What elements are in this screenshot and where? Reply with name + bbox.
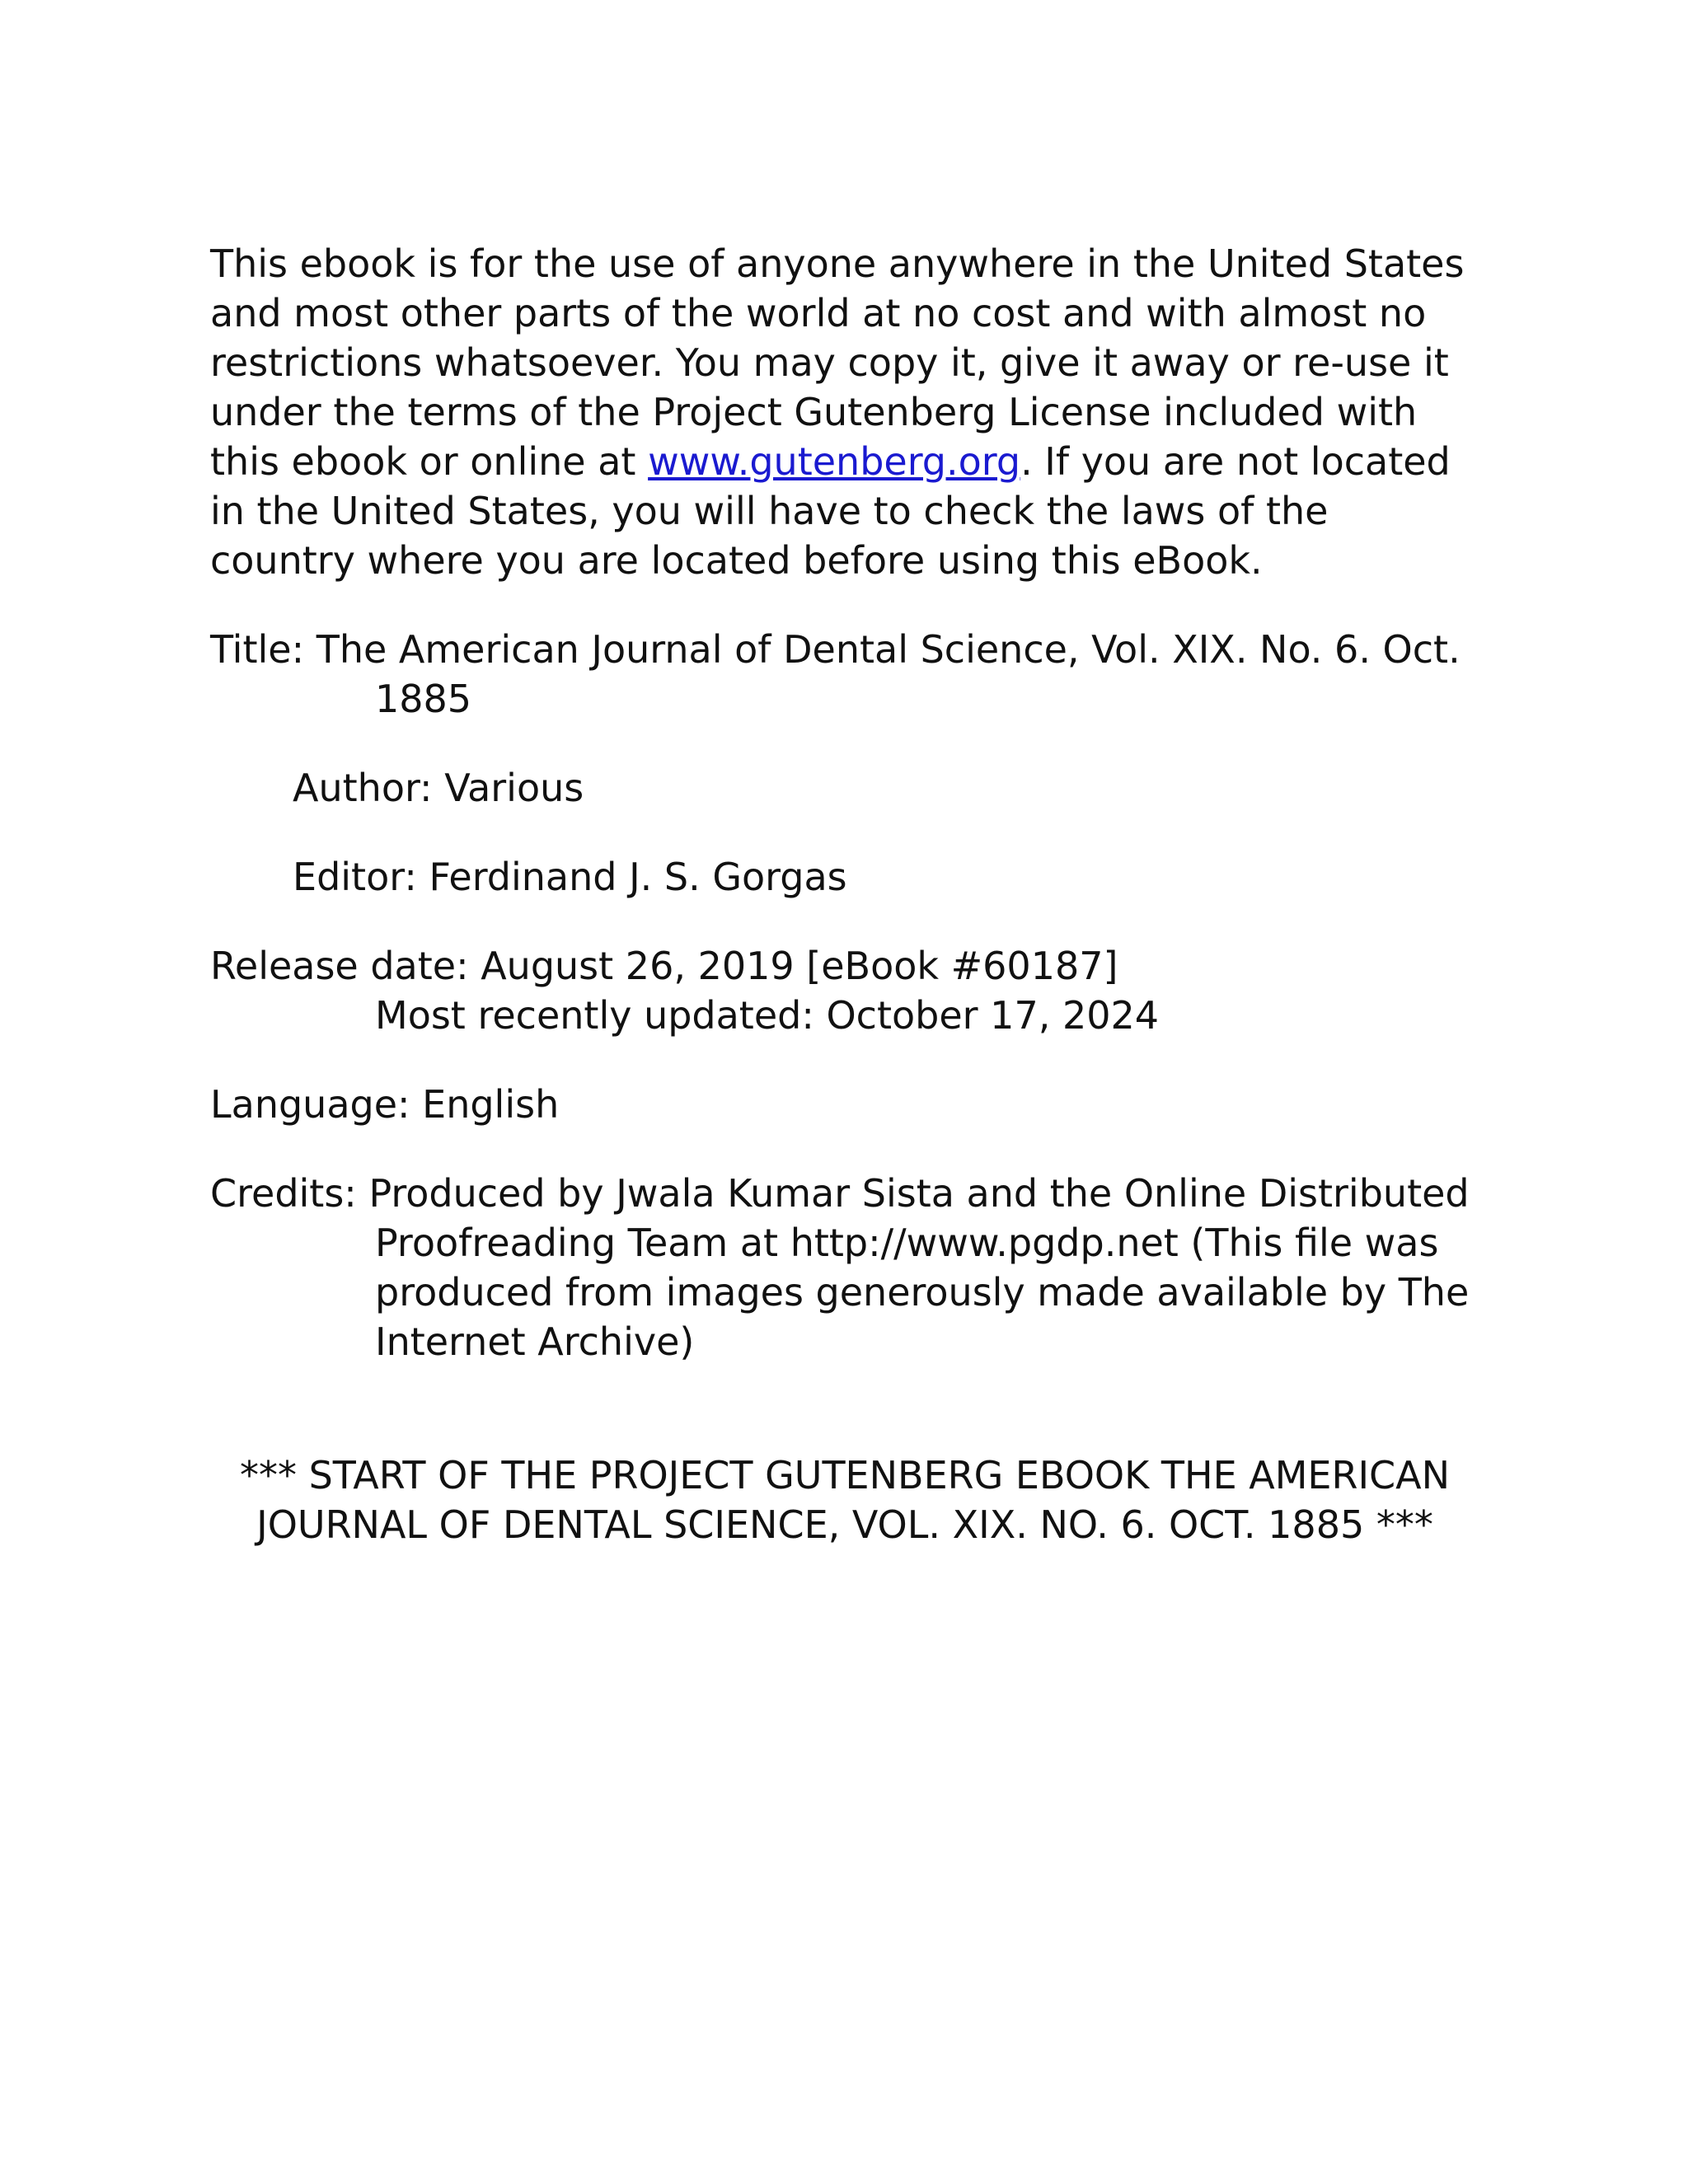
gutenberg-link[interactable]: www.gutenberg.org [648,439,1021,484]
release-field [210,941,1479,1040]
license-text-end: . If you are not located in the United States, you will have to check the laws of the country where you are located before using this eBook. [210,439,1451,583]
start-of-ebook-banner [210,1451,1479,1549]
banner-line-2: JOURNAL OF DENTAL SCIENCE, VOL. XIX. NO. 6. OCT. 1885 *** [256,1502,1433,1547]
release-value: August 26, 2019 [eBook #60187] [481,944,1118,988]
credits-label: Credits: [210,1171,357,1216]
license-text-start: This ebook is for the use of anyone anywhere in the United States and most other parts of the world at no cost and with almost no restrictions whatsoever. You may copy it, give it away or re-use it under the terms of the Project Gutenberg License included with this ebook or online at [210,241,1465,484]
editor-value: Ferdinand J. S. Gorgas [429,855,847,899]
editor-field [293,852,1479,902]
language-value: English [422,1082,560,1127]
author-field [293,763,1479,813]
editor-label: Editor: [293,855,417,899]
credits-value: Produced by Jwala Kumar Sista and the Online Distributed Proofreading Team at http://www.pgdp.net (This file was produced from images generously made available by The Internet Archive) [368,1171,1470,1364]
release-label: Release date: [210,944,469,988]
author-label: Author: [293,766,433,810]
title-field [210,625,1479,724]
author-value: Various [444,766,584,810]
updated-value: Most recently updated: October 17, 2024 [375,993,1160,1038]
title-label: Title: [210,627,305,672]
language-field [210,1080,1479,1129]
license-paragraph [210,239,1479,585]
credits-field [210,1169,1479,1366]
header-content [210,239,1479,1406]
banner-line-1: *** START OF THE PROJECT GUTENBERG EBOOK THE AMERICAN [239,1453,1451,1497]
language-label: Language: [210,1082,410,1127]
title-value: The American Journal of Dental Science, Vol. XIX. No. 6. Oct. 1885 [316,627,1461,721]
